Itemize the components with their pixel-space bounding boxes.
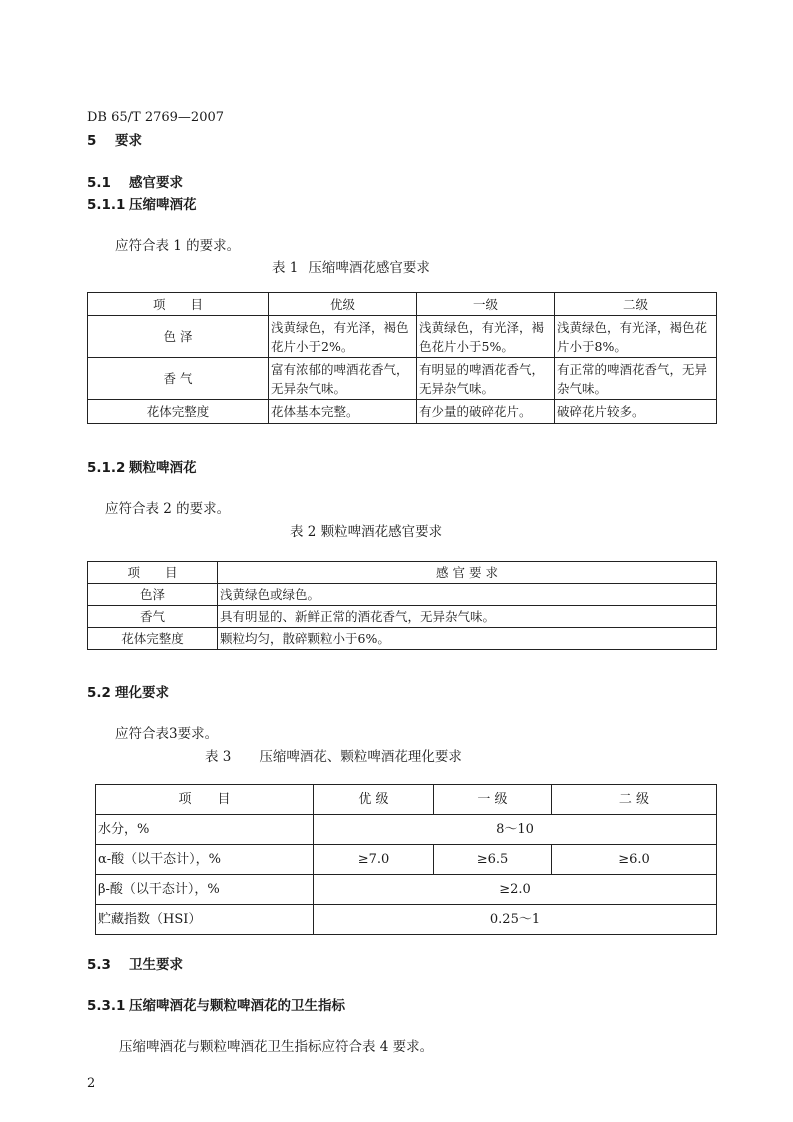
table-cell: 具有明显的、新鲜正常的酒花香气，无异杂气味。 — [218, 606, 717, 628]
section-5-1-heading — [87, 171, 183, 191]
table-cell-merged: ≥2.0 — [314, 875, 717, 905]
table-row — [88, 584, 717, 606]
table-1-sensory-compressed-hops — [87, 292, 717, 424]
table-1-caption — [272, 256, 430, 276]
section-5-2-text: 应符合表3要求。 — [115, 726, 219, 742]
section-number: 5 — [87, 133, 97, 149]
table-number: 表 3 — [205, 749, 232, 765]
row-label-color: 色泽 — [88, 584, 218, 606]
section-5-3-1-text: 压缩啤酒花与颗粒啤酒花卫生指标应符合表 4 要求。 — [119, 1039, 434, 1055]
section-title: 要求 — [115, 133, 142, 149]
table-cell: 浅黄绿色，有光泽，褐色花片小于8%。 — [555, 316, 717, 358]
header-first-grade: 一级 — [417, 293, 555, 316]
table-cell: ≥6.5 — [434, 845, 552, 875]
standard-code: DB 65/T 2769—2007 — [87, 110, 225, 125]
table-header-row — [88, 293, 717, 316]
header-sensory-requirement: 感 官 要 求 — [218, 562, 717, 584]
table-row — [96, 875, 717, 905]
header-premium: 优 级 — [314, 785, 434, 815]
section-5-heading — [87, 129, 142, 149]
header-second-grade: 二 级 — [552, 785, 717, 815]
row-label-beta-acid: β-酸（以干态计），% — [96, 875, 314, 905]
table-3-caption — [205, 745, 462, 765]
table-row — [88, 358, 717, 400]
table-cell: 颗粒均匀，散碎颗粒小于6%。 — [218, 628, 717, 650]
header-item: 项 目 — [96, 785, 314, 815]
table-2-sensory-pellet-hops — [87, 561, 717, 650]
table-header-row — [88, 562, 717, 584]
row-label-hsi: 贮藏指数（HSI） — [96, 905, 314, 935]
row-label-integrity: 花体完整度 — [88, 400, 269, 424]
table-cell: ≥6.0 — [552, 845, 717, 875]
table-cell: 浅黄绿色或绿色。 — [218, 584, 717, 606]
table-2-caption: 表 2 颗粒啤酒花感官要求 — [290, 524, 443, 540]
header-second-grade: 二级 — [555, 293, 717, 316]
section-title: 理化要求 — [115, 685, 169, 701]
table-cell: 浅黄绿色，有光泽，褐色花片小于2%。 — [269, 316, 417, 358]
table-3-physicochemical — [95, 784, 717, 935]
section-5-1-2-text: 应符合表 2 的要求。 — [105, 501, 231, 517]
table-number: 表 1 — [272, 260, 299, 276]
row-label-color: 色 泽 — [88, 316, 269, 358]
table-row — [88, 628, 717, 650]
table-row — [96, 815, 717, 845]
table-cell: ≥7.0 — [314, 845, 434, 875]
section-title: 颗粒啤酒花 — [129, 460, 197, 476]
table-title: 压缩啤酒花感官要求 — [308, 260, 430, 276]
table-cell: 破碎花片较多。 — [555, 400, 717, 424]
header-item: 项 目 — [88, 293, 269, 316]
table-cell: 富有浓郁的啤酒花香气，无异杂气味。 — [269, 358, 417, 400]
header-first-grade: 一 级 — [434, 785, 552, 815]
table-row — [88, 606, 717, 628]
section-number: 5.3 — [87, 957, 111, 973]
section-5-1-1-heading — [87, 193, 197, 213]
table-row — [88, 316, 717, 358]
header-item: 项 目 — [88, 562, 218, 584]
table-cell: 有正常的啤酒花香气，无异杂气味。 — [555, 358, 717, 400]
table-cell: 有明显的啤酒花香气，无异杂气味。 — [417, 358, 555, 400]
table-cell: 花体基本完整。 — [269, 400, 417, 424]
section-5-3-1-heading — [87, 994, 345, 1014]
row-label-integrity: 花体完整度 — [88, 628, 218, 650]
section-title: 压缩啤酒花与颗粒啤酒花的卫生指标 — [129, 998, 345, 1014]
row-label-aroma: 香气 — [88, 606, 218, 628]
row-label-aroma: 香 气 — [88, 358, 269, 400]
table-row — [88, 400, 717, 424]
table-cell-merged: 8～10 — [314, 815, 717, 845]
section-title: 卫生要求 — [129, 957, 183, 973]
page-number: 2 — [87, 1076, 96, 1091]
section-title: 压缩啤酒花 — [129, 197, 197, 213]
table-cell-merged: 0.25～1 — [314, 905, 717, 935]
row-label-alpha-acid: α-酸（以干态计），% — [96, 845, 314, 875]
section-5-1-1-text: 应符合表 1 的要求。 — [115, 238, 241, 254]
table-title: 压缩啤酒花、颗粒啤酒花理化要求 — [259, 749, 462, 765]
header-premium: 优级 — [269, 293, 417, 316]
section-number: 5.1.1 — [87, 197, 126, 213]
table-cell: 有少量的破碎花片。 — [417, 400, 555, 424]
section-5-3-heading — [87, 953, 183, 973]
table-row — [96, 845, 717, 875]
table-header-row — [96, 785, 717, 815]
section-5-1-2-heading — [87, 456, 197, 476]
section-number: 5.2 — [87, 685, 111, 701]
table-row — [96, 905, 717, 935]
table-cell: 浅黄绿色，有光泽，褐色花片小于5%。 — [417, 316, 555, 358]
section-number: 5.3.1 — [87, 998, 126, 1014]
section-number: 5.1.2 — [87, 460, 126, 476]
section-5-2-heading — [87, 681, 169, 701]
section-number: 5.1 — [87, 175, 111, 191]
row-label-moisture: 水分，% — [96, 815, 314, 845]
section-title: 感官要求 — [129, 175, 183, 191]
